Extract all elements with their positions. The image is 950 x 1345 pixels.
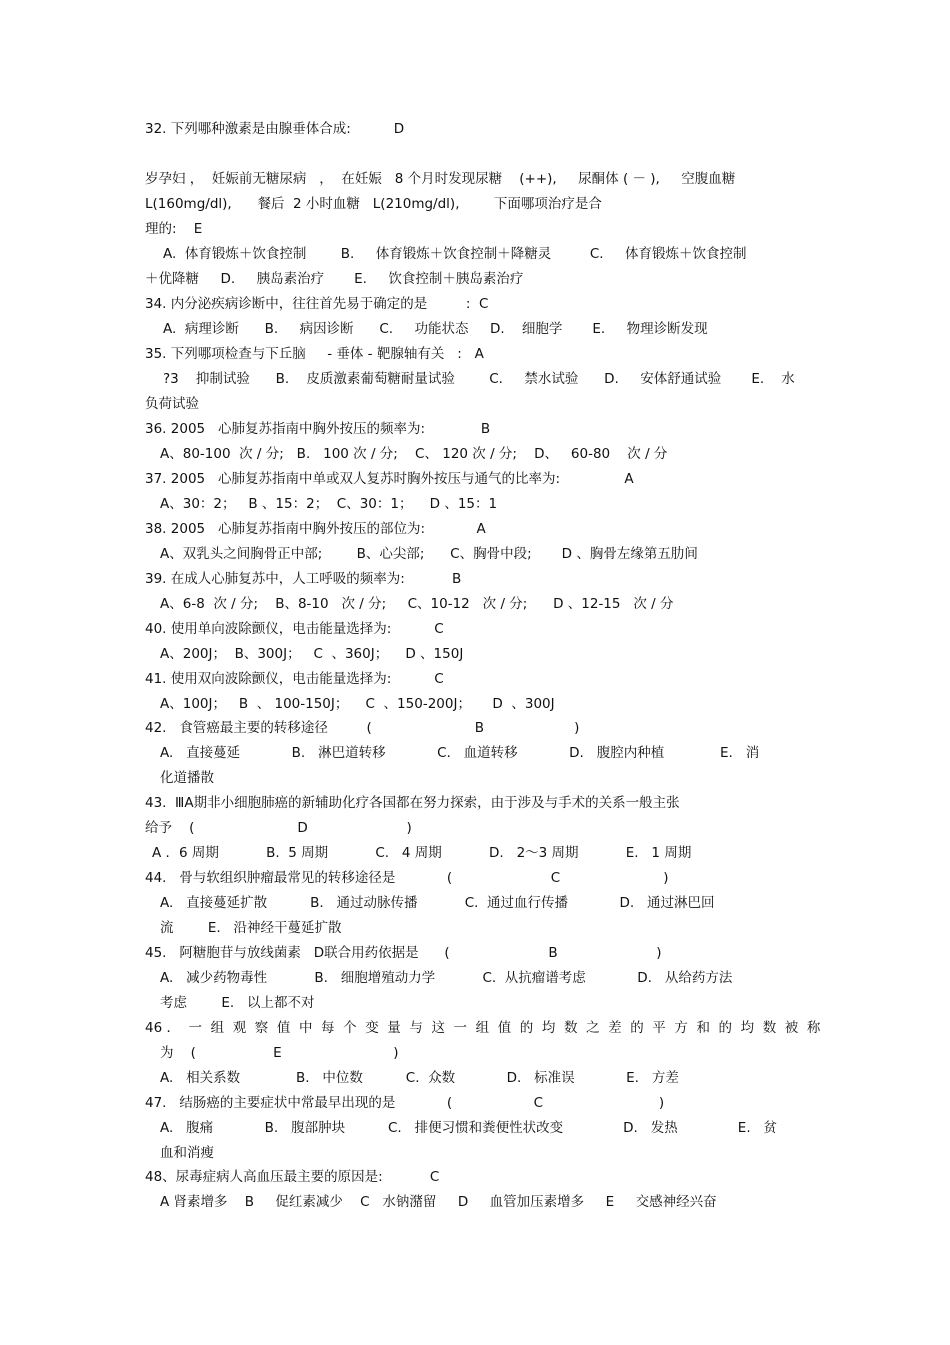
- question-40: 40. 使用单向波除颤仪，电击能量选择为: C: [145, 621, 444, 637]
- question-46: 为 ( E ): [160, 1045, 399, 1061]
- question-37-options: A、30：2； B 、15：2； C、30：1； D 、15：1: [160, 496, 498, 512]
- question-38: 38. 2005 心肺复苏指南中胸外按压的部位为: A: [145, 521, 486, 537]
- question-44-options: 流 E. 沿神经干蔓延扩散: [160, 920, 342, 936]
- question-39: 39. 在成人心肺复苏中，人工呼吸的频率为: B: [145, 571, 462, 587]
- question-47-options: 血和消瘦: [160, 1145, 214, 1161]
- question-38-options: A、双乳头之间胸骨正中部; B、心尖部; C、胸骨中段; D 、胸骨左缘第五肋间: [160, 546, 698, 562]
- question-33-options: ＋优降糖 D. 胰岛素治疗 E. 饮食控制＋胰岛素治疗: [145, 271, 524, 287]
- question-45-options: 考虑 E. 以上都不对: [160, 995, 315, 1011]
- question-40-options: A、200J； B、300J； C 、360J； D 、150J: [160, 646, 464, 662]
- question-46: 46 ． 一 组 观 察 值 中 每 个 变 量 与 这 一 组 值 的 均 数 之 差 的 平 方 和 的 均 数 被 称: [145, 1020, 821, 1036]
- question-42: 42. 食管癌最主要的转移途径 ( B ): [145, 720, 580, 736]
- question-33-stem: L(160mg/dl), 餐后 2 小时血糖 L(210mg/dl), 下面哪项治疗是合: [145, 196, 602, 212]
- question-43-options: A ．6 周期 B. 5 周期 C. 4 周期 D. 2～3 周期 E. 1 周期: [152, 845, 692, 861]
- question-41-options: A、100J； B 、 100-150J； C 、150-200J； D 、300J: [160, 696, 555, 712]
- question-41: 41. 使用双向波除颤仪，电击能量选择为: C: [145, 671, 444, 687]
- question-33-options: A. 体育锻炼＋饮食控制 B. 体育锻炼＋饮食控制＋降糖灵 C. 体育锻炼＋饮食控制: [163, 246, 747, 262]
- question-48: 48、尿毒症病人高血压最主要的原因是: C: [145, 1169, 440, 1185]
- question-33-answer: 理的: E: [145, 221, 203, 237]
- question-36: 36. 2005 心肺复苏指南中胸外按压的频率为: B: [145, 421, 491, 437]
- question-44: 44. 骨与软组织肿瘤最常见的转移途径是 ( C ): [145, 870, 669, 886]
- question-47: 47. 结肠癌的主要症状中常最早出现的是 ( C ): [145, 1095, 665, 1111]
- question-48-options: A 肾素增多 B 促红素减少 C 水钠潴留 D 血管加压素增多 E 交感神经兴奋: [160, 1194, 717, 1210]
- question-33-stem: 岁孕妇 ， 妊娠前无糖尿病 ， 在妊娠 8 个月时发现尿糖 (++), 尿酮体 ( － ), 空腹血糖: [145, 171, 736, 187]
- question-45: 45. 阿糖胞苷与放线菌素 D联合用药依据是 ( B ): [145, 945, 662, 961]
- question-44-options: A. 直接蔓延扩散 B. 通过动脉传播 C. 通过血行传播 D. 通过淋巴回: [160, 895, 715, 911]
- question-45-options: A. 减少药物毒性 B. 细胞增殖动力学 C. 从抗瘤谱考虑 D. 从给药方法: [160, 970, 733, 986]
- question-42-options: 化道播散: [160, 770, 214, 786]
- question-35-options: 负荷试验: [145, 396, 199, 412]
- question-47-options: A. 腹痛 B. 腹部肿块 C. 排便习惯和粪便性状改变 D. 发热 E. 贫: [160, 1120, 777, 1136]
- question-32: 32. 下列哪种激素是由腺垂体合成: D: [145, 121, 405, 137]
- question-37: 37. 2005 心肺复苏指南中单或双人复苏时胸外按压与通气的比率为: A: [145, 471, 634, 487]
- question-34: 34. 内分泌疾病诊断中，往往首先易于确定的是 : C: [145, 296, 489, 312]
- question-35-options: ?3 抑制试验 B. 皮质激素葡萄糖耐量试验 C. 禁水试验 D. 安体舒通试验 E. 水: [163, 371, 795, 387]
- question-34-options: A. 病理诊断 B. 病因诊断 C. 功能状态 D. 细胞学 E. 物理诊断发现: [163, 321, 708, 337]
- question-35: 35. 下列哪项检查与下丘脑 - 垂体 - 靶腺轴有关 : A: [145, 346, 484, 362]
- question-46-options: A. 相关系数 B. 中位数 C. 众数 D. 标准误 E. 方差: [160, 1070, 679, 1086]
- question-36-options: A、80-100 次 / 分; B. 100 次 / 分; C、 120 次 / 分; D、 60-80 次 / 分: [160, 446, 668, 462]
- question-43: 43. ⅢA期非小细胞肺癌的新辅助化疗各国都在努力探索，由于涉及与手术的关系一般主张: [145, 795, 680, 811]
- question-42-options: A. 直接蔓延 B. 淋巴道转移 C. 血道转移 D. 腹腔内种植 E. 消: [160, 745, 760, 761]
- question-43: 给予 ( D ): [145, 820, 412, 836]
- question-39-options: A、6-8 次 / 分; B、8-10 次 / 分; C、10-12 次 / 分; D 、12-15 次 / 分: [160, 596, 674, 612]
